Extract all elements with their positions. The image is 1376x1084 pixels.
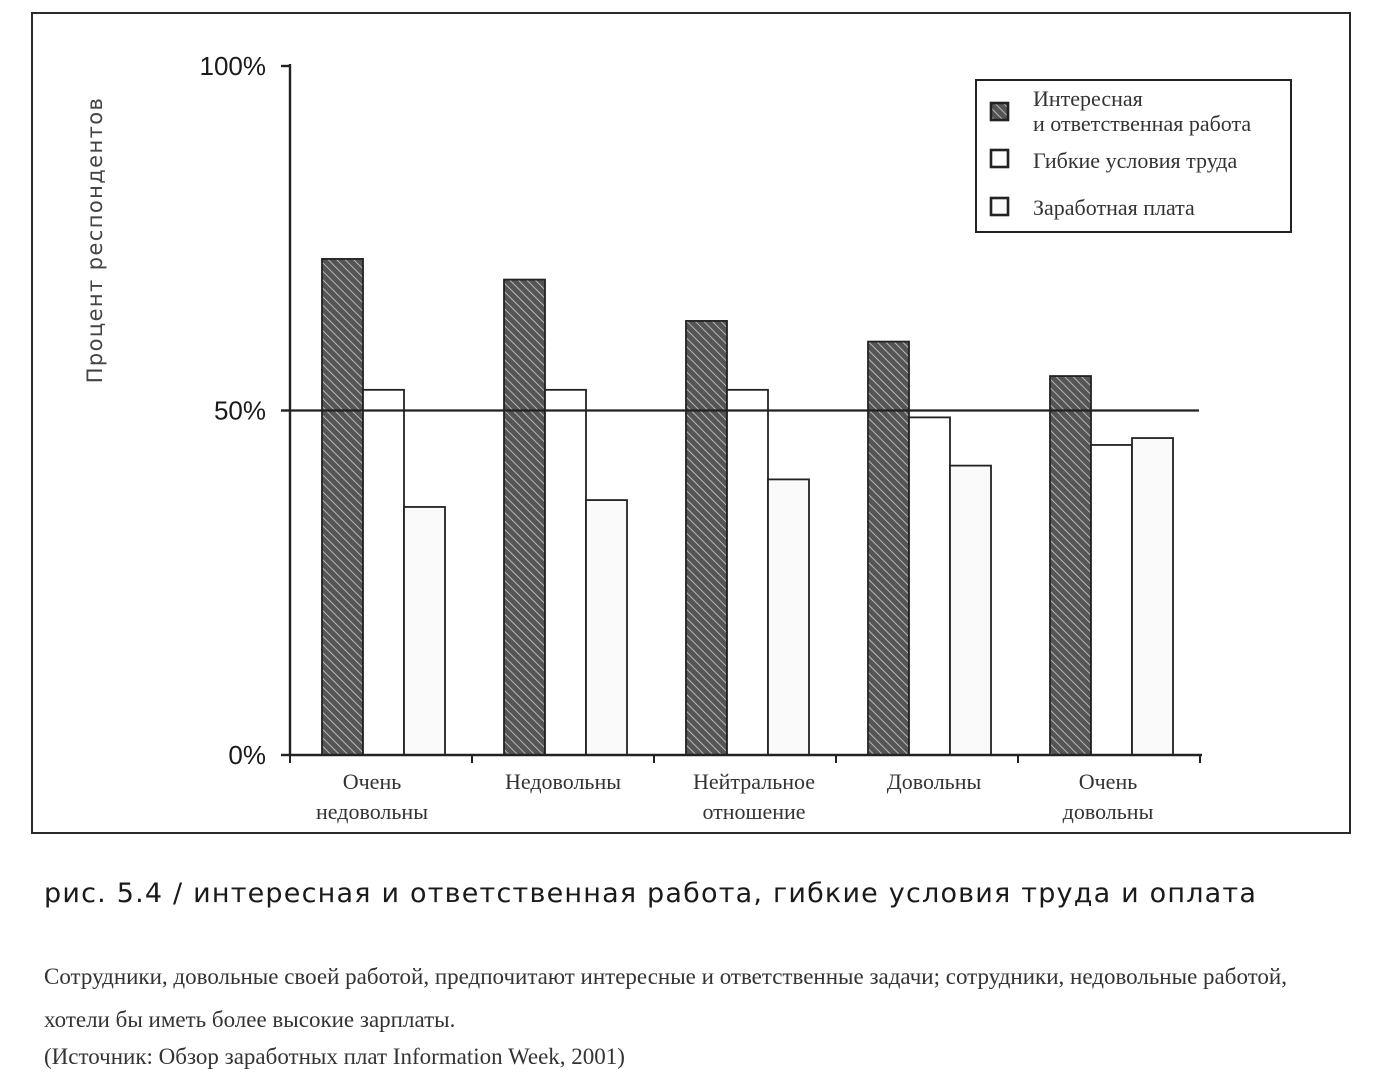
bar-series-3-category-2 (586, 500, 627, 755)
y-tick-label-50: 50% (213, 395, 266, 426)
bar-series-2-category-3 (727, 390, 768, 755)
bar-series-2-category-2 (545, 390, 586, 755)
bar-series-3-category-5 (1132, 438, 1173, 755)
bar-series-2-category-5 (1091, 445, 1132, 755)
bar-series-2-category-4 (909, 417, 950, 755)
legend-label-3: Заработная плата (1033, 195, 1195, 220)
bar-series-3-category-3 (768, 479, 809, 755)
y-axis-title: Процент респондентов (83, 96, 107, 384)
y-tick-label-0: 0% (228, 740, 266, 770)
bar-series-2-category-1 (363, 390, 404, 755)
bar-series-1-category-5 (1050, 376, 1091, 755)
legend-swatch-3 (991, 198, 1008, 215)
legend-swatch-2 (991, 150, 1008, 167)
legend-label-2: Гибкие условия труда (1033, 148, 1238, 173)
y-tick-label-100: 100% (199, 51, 266, 81)
bar-series-3-category-4 (950, 466, 991, 755)
figure-caption-title: рис. 5.4 / интересная и ответственная работа, гибкие условия труда и оплата (44, 878, 1258, 909)
x-category-label-3: Нейтральное отношение (692, 769, 816, 824)
bar-series-1-category-1 (322, 259, 363, 755)
figure-caption-source: (Источник: Обзор заработных плат Information Week, 2001) (44, 1044, 625, 1069)
x-category-label-5: Очень довольны (1062, 769, 1154, 824)
bar-series-3-category-1 (404, 507, 445, 755)
bar-series-1-category-2 (504, 280, 545, 755)
x-category-label-4: Довольны (886, 769, 982, 794)
figure-caption-body: Сотрудники, довольные своей работой, предпочитают интересные и ответственные задачи; сотрудники, недовольные работой, хотели бы иметь более высокие зарплаты. (44, 964, 1287, 1032)
legend (976, 80, 1291, 232)
legend-swatch-1 (991, 103, 1008, 120)
x-category-label-2: Недовольны (504, 769, 622, 794)
bar-series-1-category-4 (868, 342, 909, 755)
bars-layer (322, 259, 1173, 755)
bar-series-1-category-3 (686, 321, 727, 755)
x-category-label-1: Очень недовольны (316, 769, 428, 824)
legend-label-1: Интересная и ответственная работа (1033, 86, 1252, 136)
